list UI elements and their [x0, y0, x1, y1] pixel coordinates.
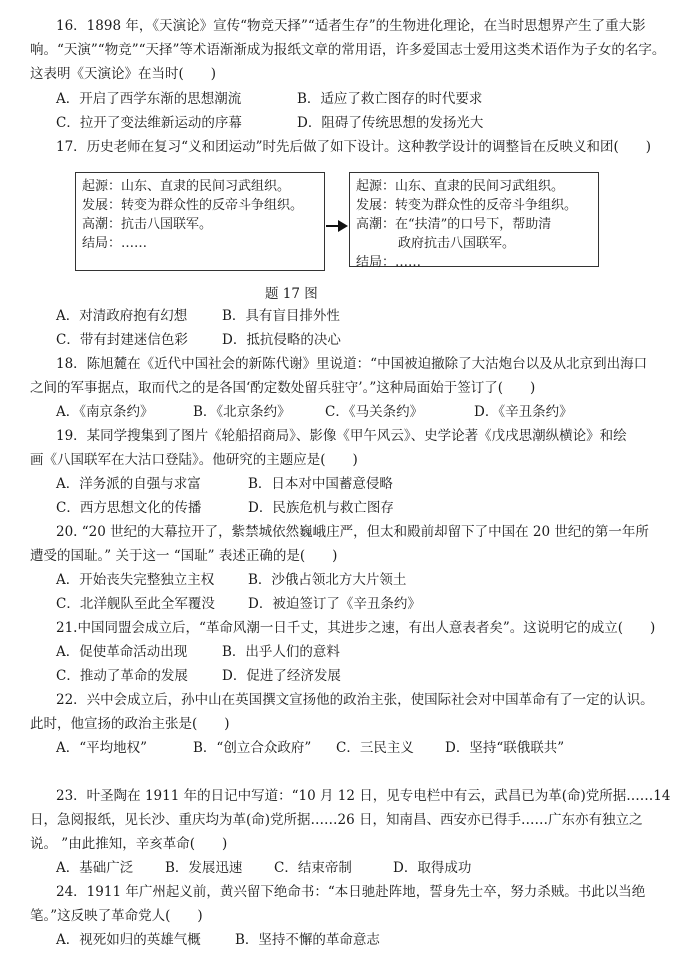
q16-option-b[interactable]: B．适应了救亡图存的时代要求	[297, 91, 483, 107]
q21-option-a[interactable]: A．促使革命活动出现	[56, 644, 188, 660]
q23-option-d[interactable]: D．取得成功	[393, 860, 472, 876]
q20-option-c[interactable]: C．北洋舰队至此全军覆没	[56, 596, 215, 612]
q21-option-c[interactable]: C．推动了革命的发展	[56, 668, 188, 684]
q19-option-c[interactable]: C．西方思想文化的传播	[56, 500, 202, 516]
figure-caption: 题 17 图	[265, 286, 318, 302]
q18-option-a[interactable]: A．《南京条约》	[56, 404, 154, 420]
q22-option-c[interactable]: C．三民主义	[336, 740, 414, 756]
q16-stem-line2: 响。“天演”“物竞”“天择”等术语渐渐成为报纸文章的常用语，许多爱国志士爱用这类术语作为子女的名字。	[30, 42, 666, 58]
q19-stem-line1: 19．某同学搜集到了图片《轮船招商局》、影像《甲午风云》、史学论著《戊戌思潮纵横论》和绘	[56, 428, 627, 444]
q20-option-b[interactable]: B．沙俄占领北方大片领土	[248, 572, 407, 588]
q19-stem-line2: 画《八国联军在大沽口登陆》。他研究的主题应是( )	[30, 452, 358, 468]
q21-option-b[interactable]: B．出乎人们的意料	[222, 644, 340, 660]
q16-option-c[interactable]: C．拉开了变法维新运动的序幕	[56, 115, 242, 131]
q19-option-a[interactable]: A．洋务派的自强与求富	[56, 476, 201, 492]
box-after-climax: 高潮：在“扶清”的口号下，帮助清	[356, 217, 552, 232]
q19-option-b[interactable]: B．日本对中国蓄意侵略	[248, 476, 393, 492]
q21-stem-line1: 21.中国同盟会成立后，“革命风潮一日千丈，其进步之速，有出人意表者矣”。这说明它的成立( )	[56, 620, 656, 636]
q22-option-a[interactable]: A．“平均地权”	[56, 740, 148, 756]
box-before-origin: 起源：山东、直隶的民间习武组织。	[82, 179, 291, 194]
q20-stem-line1: 20. “20 世纪的大幕拉开了，紫禁城依然巍峨庄严，但太和殿前却留下了中国在 20 世纪的第一年所	[56, 524, 649, 540]
q16-option-d[interactable]: D．阻碍了传统思想的发扬光大	[297, 115, 484, 131]
box-after-outcome: 结局：……	[356, 255, 422, 270]
q17-option-c[interactable]: C．带有封建迷信色彩	[56, 332, 188, 348]
q16-option-a[interactable]: A．开启了西学东渐的思想潮流	[56, 91, 242, 107]
box-after-climax-cont: 政府抗击八国联军。	[398, 236, 516, 251]
q24-option-a[interactable]: A．视死如归的英雄气概	[56, 932, 201, 948]
q18-stem-line2: 之间的军事据点，取而代之的是各国‘酌定数处留兵驻守’。”这种局面始于签订了( )	[30, 380, 536, 396]
q17-design-box-after	[349, 172, 599, 270]
q24-stem-line1: 24．1911 年广州起义前，黄兴留下绝命书：“本日驰赴阵地，誓身先士卒，努力杀贼。书此以当绝	[56, 884, 646, 900]
q17-design-box-before	[75, 172, 325, 271]
box-before-development: 发展：转变为群众性的反帝斗争组织。	[82, 198, 304, 213]
q20-stem-line2: 遭受的国耻。” 关于这一 “国耻” 表述正确的是( )	[30, 548, 338, 564]
q22-stem-line2: 此时，他宣扬的政治主张是( )	[30, 716, 230, 732]
q24-stem-line2: 笔。”这反映了革命党人( )	[30, 908, 203, 924]
q21-option-d[interactable]: D．促进了经济发展	[222, 668, 341, 684]
q23-option-c[interactable]: C．结束帝制	[274, 860, 352, 876]
q23-option-b[interactable]: B．发展迅速	[165, 860, 243, 876]
q22-option-b[interactable]: B．“创立合众政府”	[193, 740, 312, 756]
arrow-right-icon	[326, 218, 348, 234]
q23-stem-line2: 日，急阅报纸，见长沙、重庆均为革(命)党所据……26 日，知南昌、西安亦已得手……广东亦有独立之	[30, 812, 643, 828]
q18-stem-line1: 18．陈旭麓在《近代中国社会的新陈代谢》里说道：“中国被迫撤除了大沽炮台以及从北京到出海口	[56, 356, 648, 372]
q20-option-d[interactable]: D．被迫签订了《辛丑条约》	[248, 596, 421, 612]
q18-option-c[interactable]: C．《马关条约》	[325, 404, 424, 420]
q17-option-d[interactable]: D．抵抗侵略的决心	[222, 332, 341, 348]
q16-stem-line1: 16．1898 年，《天演论》宣传“物竞天择”“适者生存”的生物进化理论，在当时思想界产生了重大影	[56, 18, 646, 34]
q23-stem-line3: 说。 ”由此推知，辛亥革命( )	[30, 836, 228, 852]
q18-option-b[interactable]: B．《北京条约》	[193, 404, 291, 420]
q17-option-a[interactable]: A．对清政府抱有幻想	[56, 308, 188, 324]
q23-stem-line1: 23．叶圣陶在 1911 年的日记中写道：“10 月 12 日，见专电栏中有云，武昌已为革(命)党所据……14	[56, 788, 671, 804]
box-before-climax: 高潮：抗击八国联军。	[82, 217, 213, 232]
box-after-development: 发展：转变为群众性的反帝斗争组织。	[356, 198, 578, 213]
q17-option-b[interactable]: B．具有盲目排外性	[222, 308, 340, 324]
q24-option-b[interactable]: B．坚持不懈的革命意志	[235, 932, 380, 948]
q20-option-a[interactable]: A．开始丧失完整独立主权	[56, 572, 215, 588]
box-before-outcome: 结局：……	[82, 236, 148, 251]
q19-option-d[interactable]: D．民族危机与救亡图存	[248, 500, 394, 516]
q18-option-d[interactable]: D．《辛丑条约》	[474, 404, 573, 420]
q16-stem-line3: 这表明《天演论》在当时( )	[30, 66, 217, 82]
q23-option-a[interactable]: A．基础广泛	[56, 860, 134, 876]
q22-option-d[interactable]: D．坚持“联俄联共”	[445, 740, 565, 756]
q22-stem-line1: 22．兴中会成立后，孙中山在英国撰文宣扬他的政治主张，使国际社会对中国革命有了一定的认识。	[56, 692, 654, 708]
box-after-origin: 起源：山东、直隶的民间习武组织。	[356, 179, 565, 194]
q17-stem-line1: 17．历史老师在复习“义和团运动”时先后做了如下设计。这种教学设计的调整旨在反映义和团( )	[56, 139, 652, 155]
